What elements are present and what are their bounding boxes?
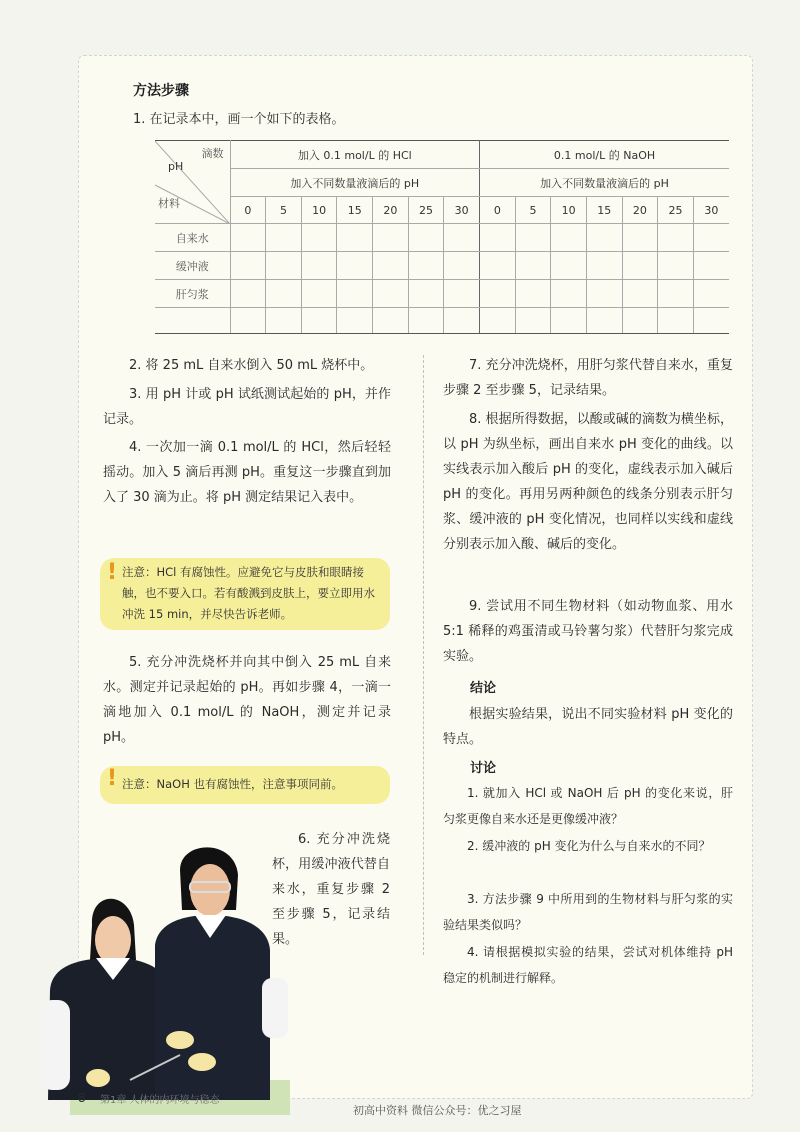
step-8: 8. 根据所得数据，以酸或碱的滴数为横坐标，以 pH 为纵坐标，画出自来水 pH 变化的曲线。以实线表示加入酸后 pH 的变化，虚线表示加入碱后 pH 的变化。再用另两种颜色的线条分别表示肝匀浆、缓冲液的 pH 变化情况，也同样以实线和虚线分别表示加入酸、碱后的变化。 xyxy=(443,412,733,552)
corner-ph-label: pH xyxy=(168,160,184,173)
section-title: 方法步骤 xyxy=(133,83,189,99)
column-divider xyxy=(423,355,424,955)
note-naoh xyxy=(100,766,390,804)
drops-cell: 25 xyxy=(658,197,694,224)
drops-cell: 10 xyxy=(551,197,587,224)
warning-icon: ! xyxy=(107,766,118,791)
table-row xyxy=(155,308,729,334)
step-4: 4. 一次加一滴 0.1 mol/L 的 HCl，然后轻轻摇动。加入 5 滴后再测 pH。重复这一步骤直到加入了 30 滴为止。将 pH 测定结果记入表中。 xyxy=(103,440,391,505)
drops-cell: 0 xyxy=(230,197,266,224)
conclusion-text: 根据实验结果，说出不同实验材料 pH 变化的特点。 xyxy=(443,707,733,747)
drops-cell: 10 xyxy=(301,197,337,224)
row-label-tap-water: 自来水 xyxy=(155,224,230,252)
drops-header-row xyxy=(155,197,729,224)
corner-material-label: 材料 xyxy=(158,197,180,210)
drops-cell: 30 xyxy=(444,197,480,224)
drops-cell: 25 xyxy=(408,197,444,224)
watermark-text: 初高中资料 微信公众号：优之习屋 xyxy=(353,1104,522,1117)
students-lab-photo xyxy=(30,830,290,1115)
step-7: 7. 充分冲洗烧杯，用肝匀浆代替自来水，重复步骤 2 至步骤 5，记录结果。 xyxy=(443,358,733,398)
drops-cell: 15 xyxy=(337,197,373,224)
step-2: 2. 将 25 mL 自来水倒入 50 mL 烧杯中。 xyxy=(129,358,374,373)
ph-record-table xyxy=(155,140,729,334)
note-hcl xyxy=(100,558,390,630)
note-hcl-text: 注意：HCl 有腐蚀性。应避免它与皮肤和眼睛接触，也不要入口。若有酸溅到皮肤上，要立即用水冲洗 15 min，并尽快告诉老师。 xyxy=(122,565,375,621)
step-3: 3. 用 pH 计或 pH 试纸测试起始的 pH，并作记录。 xyxy=(103,387,391,427)
note-naoh-text: 注意：NaOH 也有腐蚀性，注意事项同前。 xyxy=(122,777,344,791)
row-label-liver: 肝匀浆 xyxy=(155,280,230,308)
drops-cell: 20 xyxy=(622,197,658,224)
drops-cell: 0 xyxy=(480,197,516,224)
discussion-2: 2. 缓冲液的 pH 变化为什么与自来水的不同？ xyxy=(467,839,711,853)
step-9: 9. 尝试用不同生物材料（如动物血浆、用水 5:1 稀释的鸡蛋清或马铃薯匀浆）代替肝匀浆完成实验。 xyxy=(443,599,733,664)
drops-cell: 20 xyxy=(373,197,409,224)
sub-header-hcl: 加入不同数量液滴后的 pH xyxy=(230,169,479,197)
chapter-label: 第1章 人体的内环境与稳态 xyxy=(100,1095,220,1106)
page-number: 8 xyxy=(78,1091,86,1105)
step-5: 5. 充分冲洗烧杯并向其中倒入 25 mL 自来水。测定并记录起始的 pH。再如步骤 4，一滴一滴地加入 0.1 mol/L 的 NaOH，测定并记录 pH。 xyxy=(103,655,391,745)
table-corner-cell xyxy=(155,141,230,224)
step-6: 6. 充分冲洗烧杯，用缓冲液代替自来水，重复步骤 2 至步骤 5，记录结果。 xyxy=(272,832,390,947)
discussion-1: 1. 就加入 HCl 或 NaOH 后 pH 的变化来说，肝匀浆更像自来水还是更像缓冲液？ xyxy=(443,786,733,826)
warning-icon: ! xyxy=(107,560,118,585)
table-row xyxy=(155,224,729,252)
conclusion-title: 结论 xyxy=(470,681,497,696)
drops-cell: 30 xyxy=(693,197,729,224)
drops-cell: 5 xyxy=(515,197,551,224)
group-header-hcl: 加入 0.1 mol/L 的 HCl xyxy=(230,141,479,169)
drops-cell: 15 xyxy=(586,197,622,224)
corner-drops-label: 滴数 xyxy=(201,147,224,160)
row-label-buffer: 缓冲液 xyxy=(155,252,230,280)
discussion-3: 3. 方法步骤 9 中所用到的生物材料与肝匀浆的实验结果类似吗？ xyxy=(443,892,733,932)
discussion-4: 4. 请根据模拟实验的结果，尝试对机体维持 pH 稳定的机制进行解释。 xyxy=(443,945,733,985)
step-1: 1. 在记录本中，画一个如下的表格。 xyxy=(133,112,345,127)
drops-cell: 5 xyxy=(266,197,302,224)
table-row xyxy=(155,280,729,308)
table-row xyxy=(155,252,729,280)
row-label-empty xyxy=(155,308,230,334)
group-header-naoh: 0.1 mol/L 的 NaOH xyxy=(480,141,729,169)
sub-header-naoh: 加入不同数量液滴后的 pH xyxy=(480,169,729,197)
discussion-title: 讨论 xyxy=(470,761,497,776)
